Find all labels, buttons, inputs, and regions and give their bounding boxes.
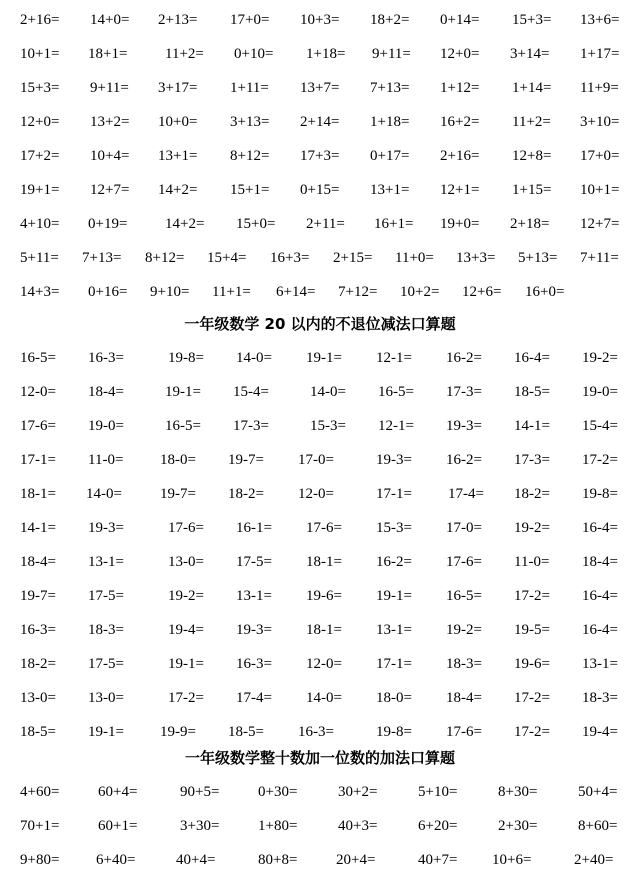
subtraction-problem: 19-0= xyxy=(582,384,618,400)
subtraction-problem: 13-1= xyxy=(376,622,412,638)
addition-problem: 13+2= xyxy=(90,114,130,130)
tens-problem: 2+40= xyxy=(574,852,614,868)
addition-problem: 7+11= xyxy=(580,250,619,266)
subtraction-problem: 13-0= xyxy=(88,690,124,706)
subtraction-problem: 19-1= xyxy=(306,350,342,366)
addition-problem: 15+1= xyxy=(230,182,270,198)
subtraction-problem: 14-0= xyxy=(236,350,272,366)
subtraction-problem: 16-5= xyxy=(378,384,414,400)
subtraction-problem: 19-6= xyxy=(514,656,550,672)
subtraction-problem: 19-8= xyxy=(168,350,204,366)
addition-problem: 2+15= xyxy=(333,250,373,266)
subtraction-problem: 16-2= xyxy=(446,452,482,468)
tens-problem: 9+80= xyxy=(20,852,60,868)
addition-problem: 15+4= xyxy=(207,250,247,266)
addition-problem: 12+0= xyxy=(20,114,60,130)
addition-problem: 14+2= xyxy=(158,182,198,198)
addition-problem: 10+3= xyxy=(300,12,340,28)
addition-problem: 8+12= xyxy=(145,250,185,266)
subtraction-problem: 19-3= xyxy=(88,520,124,536)
addition-problem: 13+1= xyxy=(158,148,198,164)
addition-problem: 11+2= xyxy=(165,46,204,62)
addition-problem: 17+2= xyxy=(20,148,60,164)
tens-problem: 2+30= xyxy=(498,818,538,834)
subtraction-problem: 18-1= xyxy=(306,554,342,570)
addition-problem: 7+13= xyxy=(370,80,410,96)
subtraction-problem: 15-4= xyxy=(233,384,269,400)
subtraction-problem: 14-0= xyxy=(310,384,346,400)
subtraction-problem: 15-3= xyxy=(310,418,346,434)
addition-problem: 5+11= xyxy=(20,250,59,266)
addition-row xyxy=(0,146,640,166)
subtraction-problem: 17-6= xyxy=(20,418,56,434)
tens-problem: 40+7= xyxy=(418,852,458,868)
tens-problem: 6+40= xyxy=(96,852,136,868)
subtraction-problem: 16-3= xyxy=(298,724,334,740)
subtraction-problem: 16-3= xyxy=(236,656,272,672)
subtraction-row xyxy=(0,416,640,436)
subtraction-problem: 17-2= xyxy=(514,588,550,604)
addition-problem: 7+12= xyxy=(338,284,378,300)
addition-problem: 15+0= xyxy=(236,216,276,232)
subtraction-problem: 16-5= xyxy=(165,418,201,434)
addition-problem: 3+17= xyxy=(158,80,198,96)
addition-problem: 0+14= xyxy=(440,12,480,28)
addition-problem: 13+6= xyxy=(580,12,620,28)
addition-problem: 1+12= xyxy=(440,80,480,96)
addition-problem: 10+0= xyxy=(158,114,198,130)
subtraction-row xyxy=(0,552,640,572)
subtraction-problem: 17-4= xyxy=(448,486,484,502)
addition-problem: 16+0= xyxy=(525,284,565,300)
subtraction-problem: 16-3= xyxy=(20,622,56,638)
addition-problem: 12+0= xyxy=(440,46,480,62)
addition-problem: 2+16= xyxy=(440,148,480,164)
addition-problem: 11+2= xyxy=(512,114,551,130)
subtraction-problem: 18-3= xyxy=(582,690,618,706)
subtraction-problem: 16-4= xyxy=(514,350,550,366)
subtraction-problem: 13-1= xyxy=(582,656,618,672)
subtraction-row xyxy=(0,688,640,708)
subtraction-row xyxy=(0,382,640,402)
tens-row xyxy=(0,816,640,836)
subtraction-problem: 16-4= xyxy=(582,520,618,536)
subtraction-problem: 17-0= xyxy=(298,452,334,468)
subtraction-problem: 18-0= xyxy=(160,452,196,468)
addition-problem: 8+12= xyxy=(230,148,270,164)
subtraction-problem: 17-6= xyxy=(306,520,342,536)
addition-problem: 1+14= xyxy=(512,80,552,96)
subtraction-problem: 19-2= xyxy=(582,350,618,366)
subtraction-problem: 14-0= xyxy=(306,690,342,706)
subtraction-problem: 18-4= xyxy=(88,384,124,400)
addition-problem: 10+2= xyxy=(400,284,440,300)
addition-problem: 13+1= xyxy=(370,182,410,198)
subtraction-problem: 16-4= xyxy=(582,622,618,638)
subtraction-problem: 11-0= xyxy=(88,452,124,468)
subtraction-row xyxy=(0,450,640,470)
subtraction-problem: 18-1= xyxy=(20,486,56,502)
tens-problem: 10+6= xyxy=(492,852,532,868)
addition-problem: 7+13= xyxy=(82,250,122,266)
subtraction-problem: 19-6= xyxy=(306,588,342,604)
subtraction-problem: 19-5= xyxy=(514,622,550,638)
tens-problem: 3+30= xyxy=(180,818,220,834)
subtraction-problem: 16-4= xyxy=(582,588,618,604)
addition-problem: 9+10= xyxy=(150,284,190,300)
subtraction-problem: 13-0= xyxy=(20,690,56,706)
subtraction-problem: 18-0= xyxy=(376,690,412,706)
addition-problem: 0+17= xyxy=(370,148,410,164)
subtraction-problem: 14-0= xyxy=(86,486,122,502)
addition-problem: 11+1= xyxy=(212,284,251,300)
subtraction-problem: 19-2= xyxy=(446,622,482,638)
subtraction-problem: 16-5= xyxy=(446,588,482,604)
addition-problem: 1+17= xyxy=(580,46,620,62)
subtraction-problem: 17-2= xyxy=(514,690,550,706)
subtraction-problem: 16-5= xyxy=(20,350,56,366)
addition-problem: 17+0= xyxy=(230,12,270,28)
subtraction-problem: 15-3= xyxy=(376,520,412,536)
addition-problem: 12+6= xyxy=(462,284,502,300)
subtraction-problem: 16-3= xyxy=(88,350,124,366)
addition-row xyxy=(0,180,640,200)
addition-problem: 1+18= xyxy=(370,114,410,130)
subtraction-problem: 18-5= xyxy=(514,384,550,400)
tens-problem: 0+30= xyxy=(258,784,298,800)
subtraction-problem: 11-0= xyxy=(514,554,550,570)
subtraction-problem: 17-6= xyxy=(168,520,204,536)
addition-problem: 3+10= xyxy=(580,114,620,130)
addition-problem: 1+15= xyxy=(512,182,552,198)
subtraction-problem: 17-0= xyxy=(446,520,482,536)
addition-problem: 10+4= xyxy=(90,148,130,164)
addition-row xyxy=(0,78,640,98)
subtraction-problem: 14-1= xyxy=(20,520,56,536)
subtraction-problem: 19-3= xyxy=(376,452,412,468)
subtraction-problem: 19-7= xyxy=(160,486,196,502)
subtraction-problem: 18-4= xyxy=(20,554,56,570)
addition-problem: 10+1= xyxy=(20,46,60,62)
subtraction-problem: 17-3= xyxy=(446,384,482,400)
subtraction-problem: 19-3= xyxy=(446,418,482,434)
addition-problem: 6+14= xyxy=(276,284,316,300)
subtraction-problem: 19-2= xyxy=(514,520,550,536)
subtraction-problem: 16-2= xyxy=(376,554,412,570)
subtraction-problem: 18-4= xyxy=(582,554,618,570)
addition-problem: 18+1= xyxy=(88,46,128,62)
tens-problem: 90+5= xyxy=(180,784,220,800)
subtraction-problem: 19-1= xyxy=(88,724,124,740)
subtraction-problem: 17-4= xyxy=(236,690,272,706)
tens-addition-title: 一年级数学整十数加一位数的加法口算题 xyxy=(184,749,455,767)
subtraction-problem: 13-1= xyxy=(88,554,124,570)
addition-row xyxy=(0,282,640,302)
subtraction-problem: 17-3= xyxy=(514,452,550,468)
addition-problem: 11+9= xyxy=(580,80,619,96)
subtraction-problem: 18-2= xyxy=(20,656,56,672)
tens-problem: 30+2= xyxy=(338,784,378,800)
addition-problem: 11+0= xyxy=(395,250,434,266)
tens-problem: 20+4= xyxy=(336,852,376,868)
addition-problem: 17+3= xyxy=(300,148,340,164)
addition-problem: 1+11= xyxy=(230,80,269,96)
addition-problem: 9+11= xyxy=(90,80,129,96)
tens-row xyxy=(0,782,640,802)
subtraction-problem: 19-8= xyxy=(376,724,412,740)
addition-problem: 12+7= xyxy=(90,182,130,198)
tens-problem: 60+1= xyxy=(98,818,138,834)
subtraction-problem: 12-0= xyxy=(306,656,342,672)
subtraction-problem: 18-5= xyxy=(228,724,264,740)
subtraction-row xyxy=(0,586,640,606)
addition-problem: 19+0= xyxy=(440,216,480,232)
addition-problem: 1+18= xyxy=(306,46,346,62)
addition-problem: 16+3= xyxy=(270,250,310,266)
subtraction-row xyxy=(0,722,640,742)
subtraction-problem: 18-3= xyxy=(446,656,482,672)
addition-row xyxy=(0,10,640,30)
addition-problem: 15+3= xyxy=(20,80,60,96)
tens-problem: 5+10= xyxy=(418,784,458,800)
subtraction-problem: 19-3= xyxy=(236,622,272,638)
tens-row xyxy=(0,850,640,870)
subtraction-problem: 13-1= xyxy=(236,588,272,604)
subtraction-problem: 18-2= xyxy=(514,486,550,502)
tens-problem: 8+60= xyxy=(578,818,618,834)
subtraction-problem: 17-5= xyxy=(88,656,124,672)
addition-problem: 18+2= xyxy=(370,12,410,28)
addition-problem: 2+18= xyxy=(510,216,550,232)
addition-problem: 16+1= xyxy=(374,216,414,232)
addition-row xyxy=(0,214,640,234)
subtraction-problem: 19-2= xyxy=(168,588,204,604)
subtraction-problem: 19-1= xyxy=(168,656,204,672)
addition-problem: 10+1= xyxy=(580,182,620,198)
subtraction-row xyxy=(0,654,640,674)
subtraction-problem: 16-1= xyxy=(236,520,272,536)
subtraction-problem: 12-0= xyxy=(20,384,56,400)
subtraction-problem: 17-5= xyxy=(236,554,272,570)
subtraction-problem: 18-3= xyxy=(88,622,124,638)
subtraction-row xyxy=(0,484,640,504)
addition-problem: 0+16= xyxy=(88,284,128,300)
addition-problem: 3+14= xyxy=(510,46,550,62)
addition-problem: 3+13= xyxy=(230,114,270,130)
tens-problem: 40+3= xyxy=(338,818,378,834)
addition-problem: 16+2= xyxy=(440,114,480,130)
subtraction-problem: 19-7= xyxy=(20,588,56,604)
addition-problem: 14+0= xyxy=(90,12,130,28)
subtraction-problem: 15-4= xyxy=(582,418,618,434)
subtraction-row xyxy=(0,620,640,640)
subtraction-problem: 19-8= xyxy=(582,486,618,502)
addition-problem: 13+7= xyxy=(300,80,340,96)
addition-problem: 15+3= xyxy=(512,12,552,28)
subtraction-problem: 18-1= xyxy=(306,622,342,638)
tens-problem: 80+8= xyxy=(258,852,298,868)
addition-problem: 2+11= xyxy=(306,216,345,232)
addition-problem: 0+15= xyxy=(300,182,340,198)
addition-problem: 13+3= xyxy=(456,250,496,266)
addition-problem: 12+8= xyxy=(512,148,552,164)
tens-problem: 60+4= xyxy=(98,784,138,800)
addition-problem: 0+10= xyxy=(234,46,274,62)
addition-row xyxy=(0,112,640,132)
addition-problem: 12+1= xyxy=(440,182,480,198)
tens-problem: 6+20= xyxy=(418,818,458,834)
addition-problem: 9+11= xyxy=(372,46,411,62)
subtraction-problem: 17-6= xyxy=(446,554,482,570)
subtraction-row xyxy=(0,348,640,368)
subtraction-problem: 17-6= xyxy=(446,724,482,740)
subtraction-title: 一年级数学 20 以内的不退位减法口算题 xyxy=(184,315,456,333)
subtraction-problem: 17-2= xyxy=(514,724,550,740)
addition-problem: 19+1= xyxy=(20,182,60,198)
tens-problem: 4+60= xyxy=(20,784,60,800)
subtraction-problem: 19-0= xyxy=(88,418,124,434)
subtraction-problem: 19-4= xyxy=(582,724,618,740)
subtraction-problem: 12-1= xyxy=(378,418,414,434)
subtraction-problem: 12-0= xyxy=(298,486,334,502)
subtraction-problem: 19-1= xyxy=(376,588,412,604)
addition-problem: 14+3= xyxy=(20,284,60,300)
subtraction-problem: 17-3= xyxy=(233,418,269,434)
subtraction-problem: 17-5= xyxy=(88,588,124,604)
subtraction-problem: 18-5= xyxy=(20,724,56,740)
subtraction-problem: 17-1= xyxy=(376,486,412,502)
subtraction-row xyxy=(0,518,640,538)
addition-problem: 12+7= xyxy=(580,216,620,232)
subtraction-problem: 17-2= xyxy=(168,690,204,706)
subtraction-problem: 19-4= xyxy=(168,622,204,638)
addition-problem: 5+13= xyxy=(518,250,558,266)
addition-problem: 2+14= xyxy=(300,114,340,130)
subtraction-problem: 17-1= xyxy=(376,656,412,672)
addition-problem: 0+19= xyxy=(88,216,128,232)
subtraction-problem: 17-2= xyxy=(582,452,618,468)
tens-problem: 70+1= xyxy=(20,818,60,834)
addition-problem: 17+0= xyxy=(580,148,620,164)
addition-problem: 2+13= xyxy=(158,12,198,28)
addition-problem: 4+10= xyxy=(20,216,60,232)
subtraction-problem: 13-0= xyxy=(168,554,204,570)
tens-problem: 8+30= xyxy=(498,784,538,800)
addition-row xyxy=(0,248,640,268)
subtraction-problem: 19-9= xyxy=(160,724,196,740)
subtraction-problem: 17-1= xyxy=(20,452,56,468)
addition-problem: 14+2= xyxy=(165,216,205,232)
subtraction-problem: 14-1= xyxy=(514,418,550,434)
subtraction-problem: 12-1= xyxy=(376,350,412,366)
subtraction-problem: 18-2= xyxy=(228,486,264,502)
subtraction-problem: 18-4= xyxy=(446,690,482,706)
tens-problem: 40+4= xyxy=(176,852,216,868)
addition-problem: 2+16= xyxy=(20,12,60,28)
subtraction-problem: 16-2= xyxy=(446,350,482,366)
subtraction-problem: 19-1= xyxy=(165,384,201,400)
tens-problem: 1+80= xyxy=(258,818,298,834)
addition-row xyxy=(0,44,640,64)
tens-problem: 50+4= xyxy=(578,784,618,800)
subtraction-problem: 19-7= xyxy=(228,452,264,468)
